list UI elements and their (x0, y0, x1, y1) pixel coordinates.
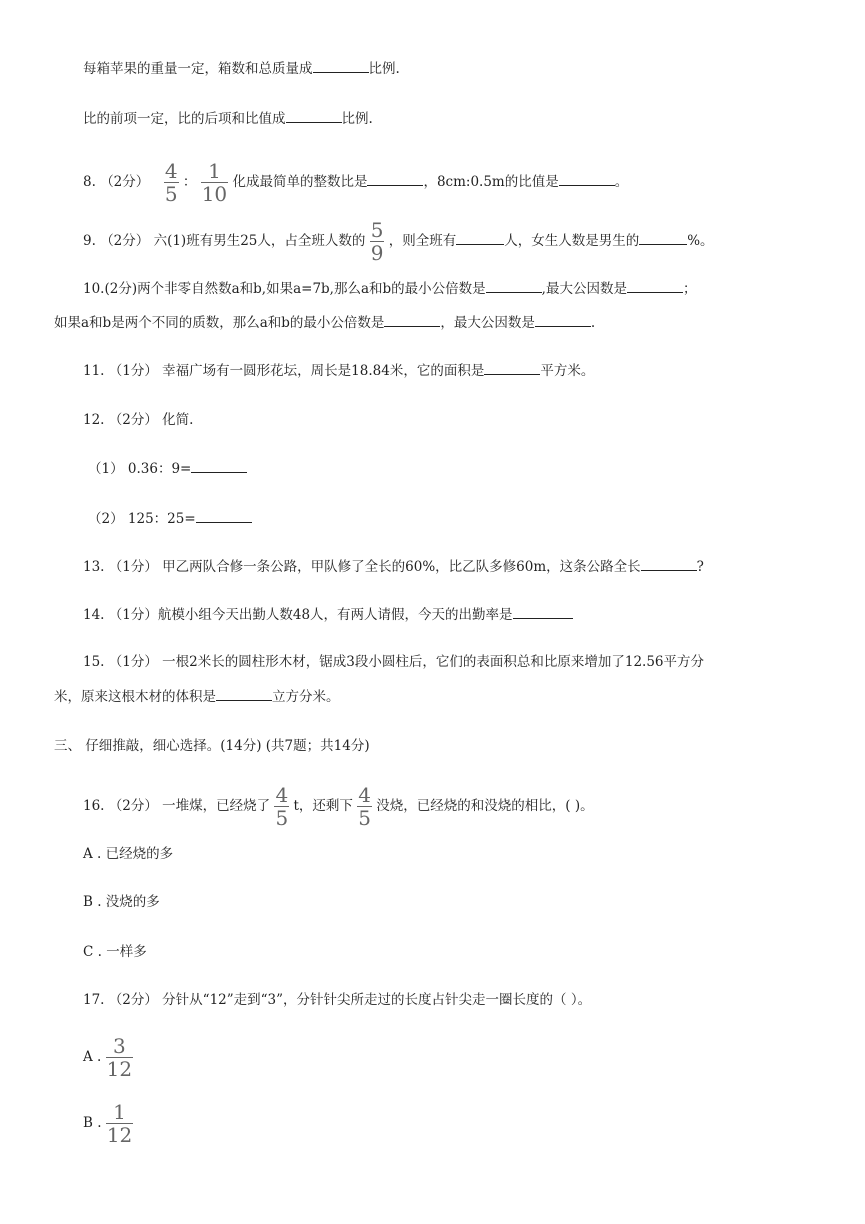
question-11 (83, 360, 594, 381)
question-9 (83, 211, 714, 271)
question-score: （2分） (100, 174, 150, 190)
section-3-heading (54, 736, 370, 756)
option-text: A . 已经烧的多 (83, 846, 174, 862)
question-number: 13. (83, 559, 105, 575)
answer-blank[interactable] (627, 278, 683, 293)
question-number: 8. (83, 174, 96, 190)
text: . (590, 315, 596, 331)
question-number: 9. (83, 233, 96, 249)
colon: ： (182, 174, 197, 190)
fraction: $\frac{4}{5}$ (275, 783, 289, 830)
text: 人，女生人数是男生的 (504, 233, 640, 249)
text: 0.36：9= (127, 461, 192, 477)
section-title: 三、 仔细推敲，细心选择。(14分) (共7题；共14分) (54, 738, 370, 754)
text: 比例. (341, 111, 373, 127)
answer-blank[interactable] (535, 312, 591, 327)
text: ，最大公因数是 (440, 315, 535, 331)
text: t，还剩下 (293, 798, 353, 814)
answer-blank[interactable] (456, 230, 504, 245)
answer-blank[interactable] (641, 556, 697, 571)
question-number: 16. (83, 798, 105, 814)
fraction: $\frac{4}{5}$ (164, 159, 178, 206)
question-score: （1分） (108, 607, 158, 623)
fraction: $\frac{1}{12}$ (106, 1100, 133, 1147)
option-b[interactable] (83, 892, 160, 912)
answer-blank[interactable] (191, 458, 247, 473)
question-number: 14. (83, 607, 105, 623)
text: 分针从“12”走到“3”，分针针尖所走过的长度占针尖走一圈长度的（ ）。 (162, 992, 592, 1008)
question-score: （2分） (108, 992, 158, 1008)
part-label: （1） (88, 461, 124, 477)
text: 米，原来这根木材的体积是 (54, 689, 216, 705)
text: 化简. (162, 412, 194, 428)
text: 化成最简单的整数比是 (232, 174, 368, 190)
text: 甲乙两队合修一条公路，甲队修了全长的60%，比乙队多修60m，这条公路全长 (162, 559, 641, 575)
fraction: $\frac{4}{5}$ (358, 783, 371, 830)
question-number: 15. (83, 654, 105, 670)
text: 六(1)班有男生25人，占全班人数的 (153, 233, 366, 249)
text: 比的前项一定，比的后项和比值成 (83, 111, 286, 127)
fraction: $\frac{1}{10}$ (201, 159, 228, 206)
question-score: (2分) (104, 281, 138, 297)
question-score: （2分） (108, 412, 158, 428)
text: 平方米。 (540, 363, 595, 379)
question-score: （2分） (100, 233, 150, 249)
text: %。 (687, 233, 714, 249)
option-label: B . (83, 1115, 102, 1131)
question-12 (83, 410, 193, 430)
question-10 (83, 278, 696, 299)
question-number: 17. (83, 992, 105, 1008)
question-score: （1分） (108, 559, 158, 575)
text: 一根2米长的圆柱形木材，锯成3段小圆柱后，它们的表面积总和比原来增加了12.56平方分 (162, 654, 704, 670)
question-13 (83, 556, 704, 577)
answer-blank[interactable] (486, 278, 542, 293)
text: 两个非零自然数a和b,如果a=7b,那么a和b的最小公倍数是 (137, 281, 486, 297)
question-score: （2分） (108, 798, 158, 814)
line-apple-ratio (83, 58, 400, 79)
text: ，则全班有 (388, 233, 457, 249)
question-10-cont (54, 312, 595, 333)
question-17 (83, 990, 591, 1010)
question-12-part-2 (88, 508, 252, 529)
question-14 (83, 604, 573, 625)
option-b[interactable] (83, 1098, 133, 1148)
fraction: $\frac{5}{9}$ (370, 218, 384, 265)
option-label: A . (83, 1049, 102, 1065)
answer-blank[interactable] (367, 171, 423, 186)
question-8 (83, 152, 628, 212)
text: 125：25= (127, 511, 196, 527)
text: 比例. (368, 61, 400, 77)
answer-blank[interactable] (196, 508, 252, 523)
answer-blank[interactable] (384, 312, 440, 327)
text: 没烧，已经烧的和没烧的相比，( )。 (376, 798, 594, 814)
question-12-part-1 (88, 458, 247, 479)
option-a[interactable] (83, 1032, 133, 1082)
text: ,最大公因数是 (541, 281, 627, 297)
text: 航模小组今天出勤人数48人，有两人请假，今天的出勤率是 (157, 607, 513, 623)
fraction: $\frac{3}{12}$ (106, 1034, 133, 1081)
line-ratio-term (83, 108, 373, 129)
answer-blank[interactable] (559, 171, 615, 186)
option-c[interactable] (83, 942, 147, 962)
part-label: （2） (88, 511, 124, 527)
answer-blank[interactable] (216, 686, 272, 701)
option-a[interactable] (83, 844, 173, 864)
option-text: B . 没烧的多 (83, 894, 160, 910)
answer-blank[interactable] (513, 604, 573, 619)
option-text: C . 一样多 (83, 944, 147, 960)
text: 。 (614, 174, 629, 190)
text: ，8cm:0.5m的比值是 (423, 174, 559, 190)
text: 立方分米。 (272, 689, 340, 705)
question-number: 10. (83, 281, 105, 297)
question-score: （1分） (108, 363, 158, 379)
text: 一堆煤，已经烧了 (162, 798, 271, 814)
question-number: 12. (83, 412, 105, 428)
question-15-cont (54, 686, 340, 707)
text: ? (696, 559, 704, 575)
text: 幸福广场有一圆形花坛，周长是18.84米，它的面积是 (162, 363, 485, 379)
answer-blank[interactable] (313, 58, 369, 73)
question-number: 11. (83, 363, 105, 379)
answer-blank[interactable] (286, 108, 342, 123)
answer-blank[interactable] (484, 360, 540, 375)
answer-blank[interactable] (639, 230, 687, 245)
text: 每箱苹果的重量一定，箱数和总质量成 (83, 61, 313, 77)
question-16 (83, 776, 594, 836)
text: ； (682, 281, 697, 297)
text: 如果a和b是两个不同的质数，那么a和b的最小公倍数是 (54, 315, 385, 331)
question-score: （1分） (108, 654, 158, 670)
question-15 (83, 652, 704, 672)
